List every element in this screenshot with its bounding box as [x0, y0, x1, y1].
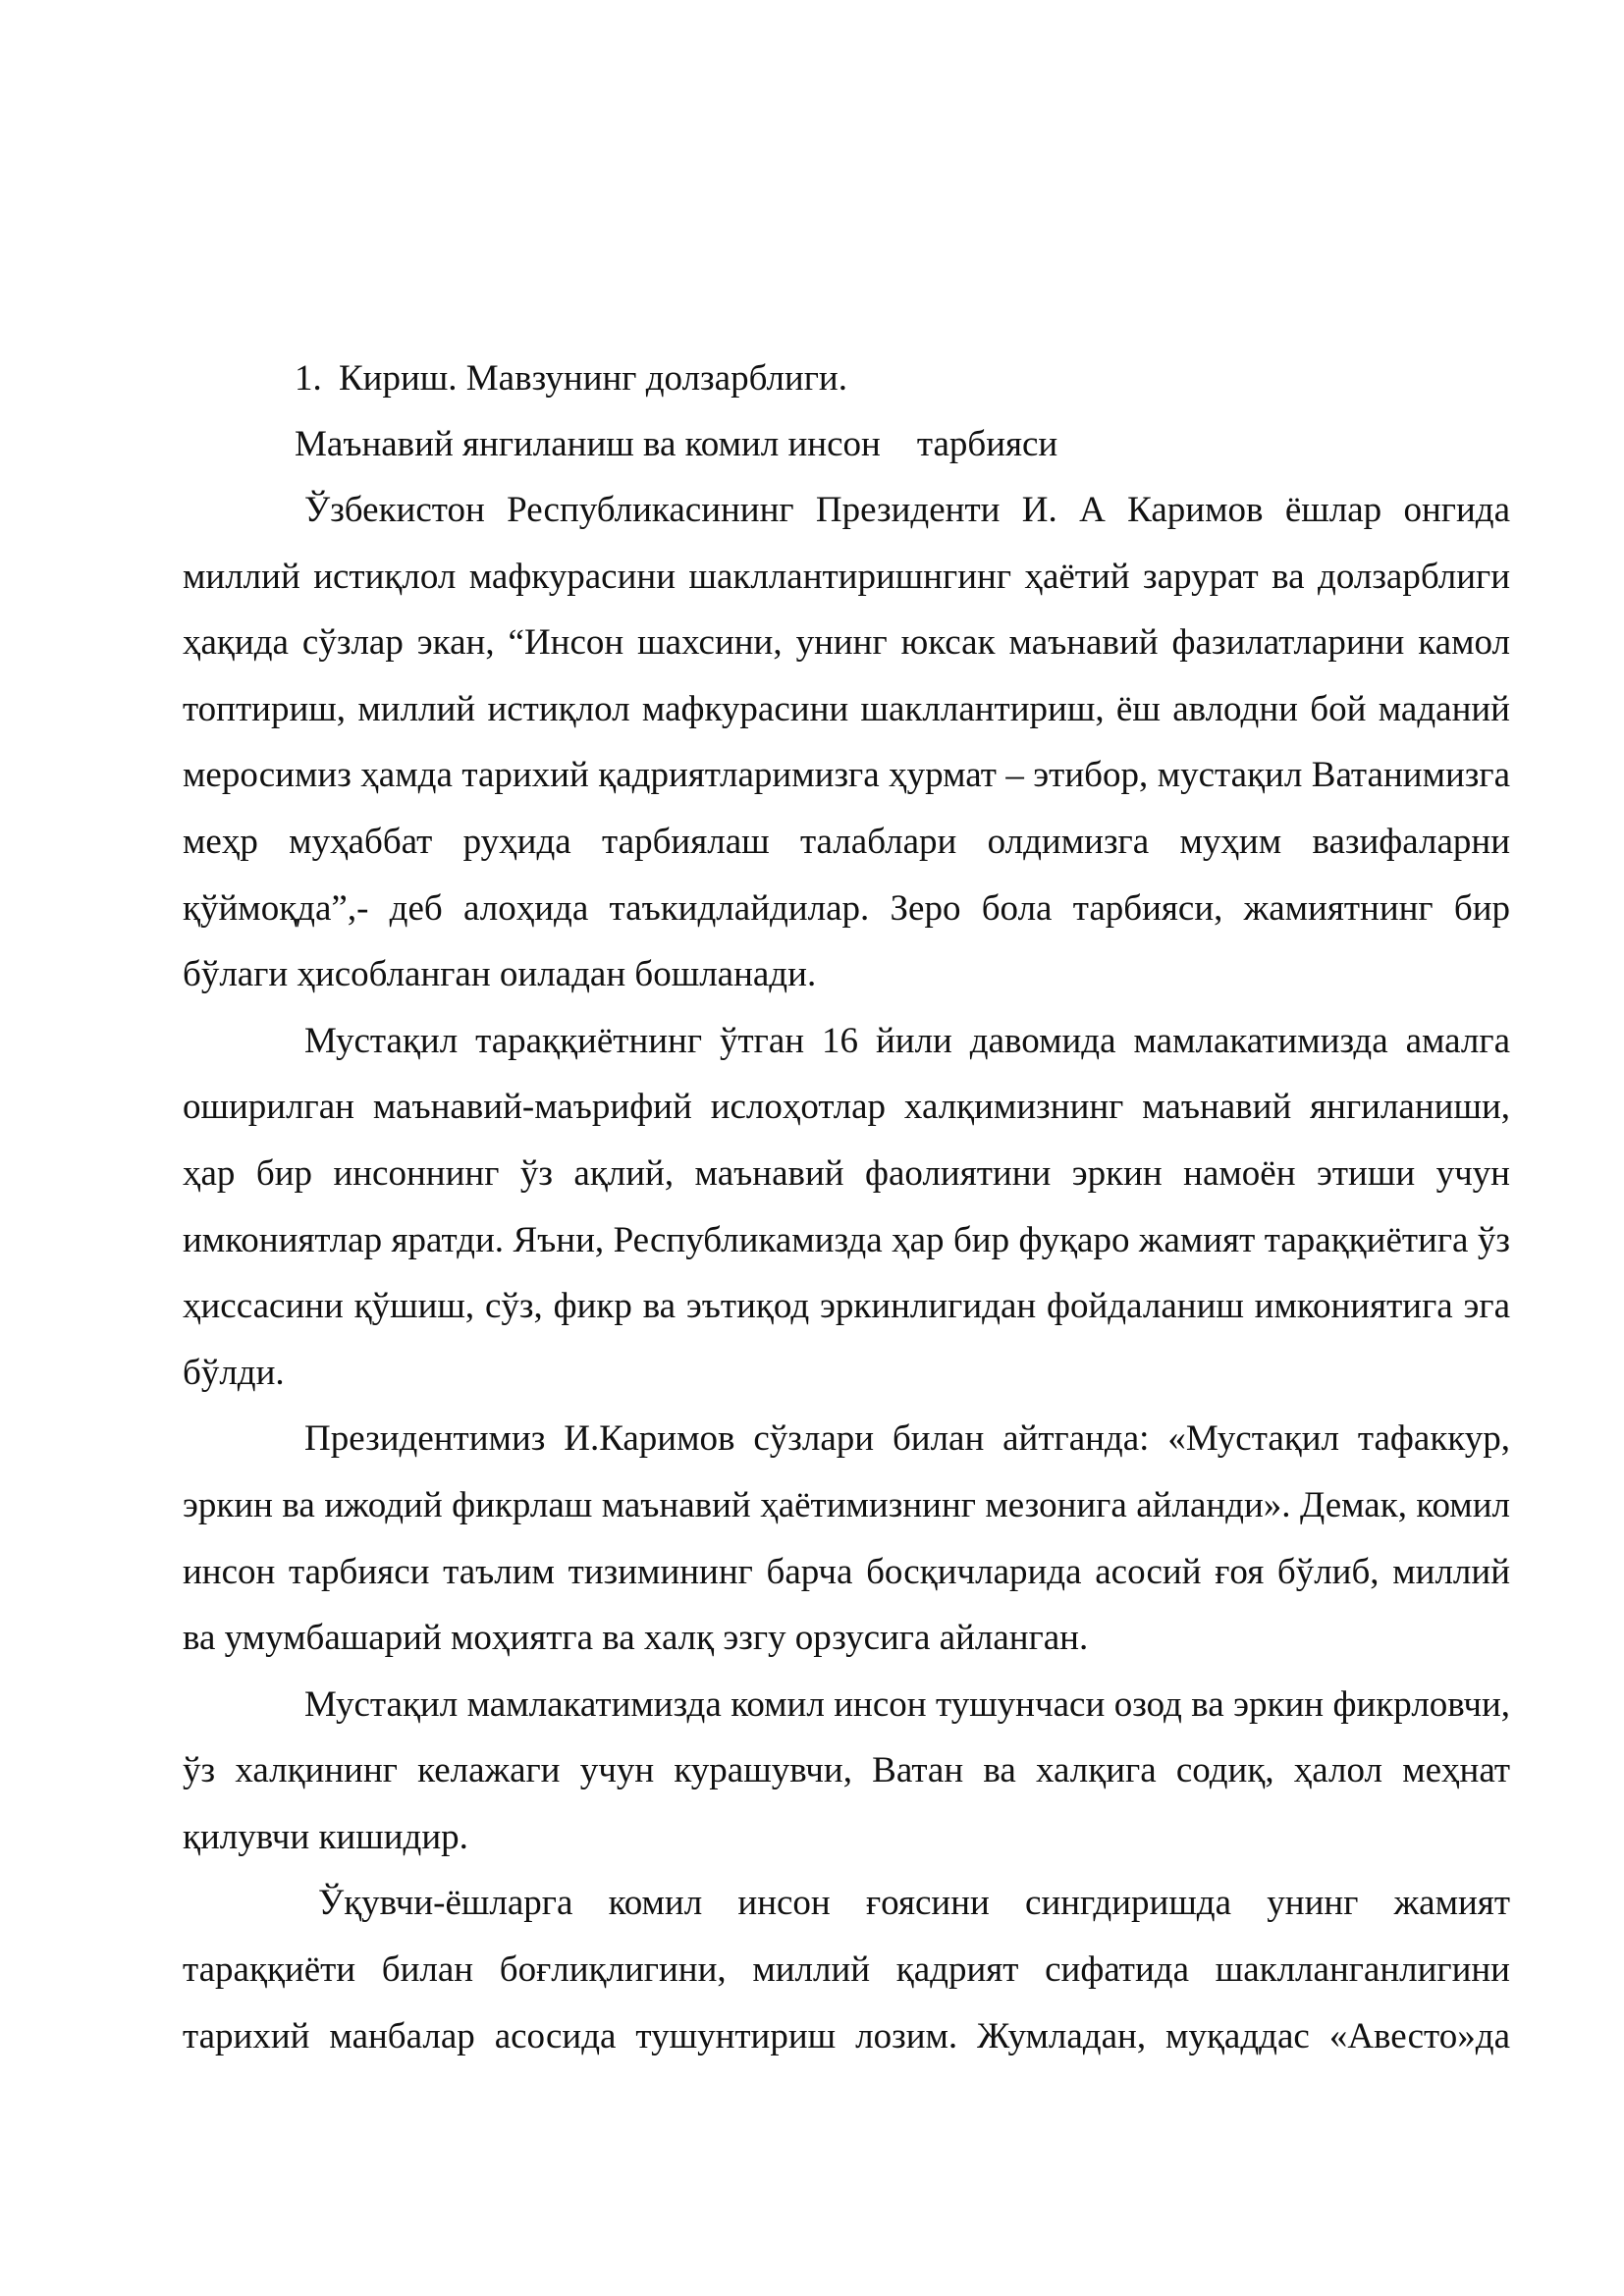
section-heading [183, 346, 1510, 411]
paragraph-2: Мустақил тараққиётнинг ўтган 16 йили давомида мамлакатимизда амалга оширилган маънавий-маърифий ислоҳотлар халқимизнинг маънавий янгиланиши, ҳар бир инсоннинг ўз ақлий, маънавий фаолиятини эркин намоён этиши учун имкониятлар яратди. Яъни, Республикамизда ҳар бир фуқаро жамият тараққиётига ўз ҳиссасини қўшиш, сўз, фикр ва эътиқод эркинлигидан фойдаланиш имкониятига эга бўлди. [183, 1020, 1510, 1393]
paragraph-5: Ўқувчи-ёшларга комил инсон ғоясини сингдиришда унинг жамият тараққиёти билан боғлиқлигини, миллий қадрият сифатида шаклланганлигини тарихий манбалар асосида тушунтириш лозим. Жумладан, муқаддас «Авесто»да [183, 1883, 1510, 2056]
section-number: 1. [295, 358, 322, 399]
page-body [183, 346, 1510, 2069]
paragraph-4: Мустақил мамлакатимизда комил инсон тушунчаси озод ва эркин фикрловчи, ўз халқининг келажаги учун курашувчи, Ватан ва халқига содиқ, ҳалол меҳнат қилувчи кишидир. [183, 1683, 1510, 1857]
paragraph-1: Ўзбекистон Республикасининг Президенти И. А Каримов ёшлар онгида миллий истиқлол мафкурасини шакллантиришнгинг ҳаётий зарурат ва долзарблиги ҳақида сўзлар экан, “Инсон шахсини, унинг юксак маънавий фазилатларини камол топтириш, миллий истиқлол мафкурасини шакллантириш, ёш авлодни бой маданий меросимиз ҳамда тарихий қадриятларимизга ҳурмат – этибор, мустақил Ватанимизга меҳр муҳаббат руҳида тарбиялаш талаблари олдимизга муҳим вазифаларни қўймоқда”,- деб алоҳида таъкидлайдилар. Зеро бола тарбияси, жамиятнинг бир бўлаги ҳисобланган оиладан бошланади. [183, 490, 1510, 995]
paragraph-3: Президентимиз И.Каримов сўзлари билан айтганда: «Мустақил тафаккур, эркин ва ижодий фикрлаш маънавий ҳаётимизнинг мезонига айланди». Демак, комил инсон тарбияси таълим тизимининг барча босқичларида асосий ғоя бўлиб, миллий ва умумбашарий моҳиятга ва халқ эзгу орзусига айланган. [183, 1418, 1510, 1659]
section-subheading: Маънавий янгиланиш ва комил инсон тарбияси [295, 424, 1058, 464]
section-title: Кириш. Мавзунинг долзарблиги. [339, 358, 847, 399]
